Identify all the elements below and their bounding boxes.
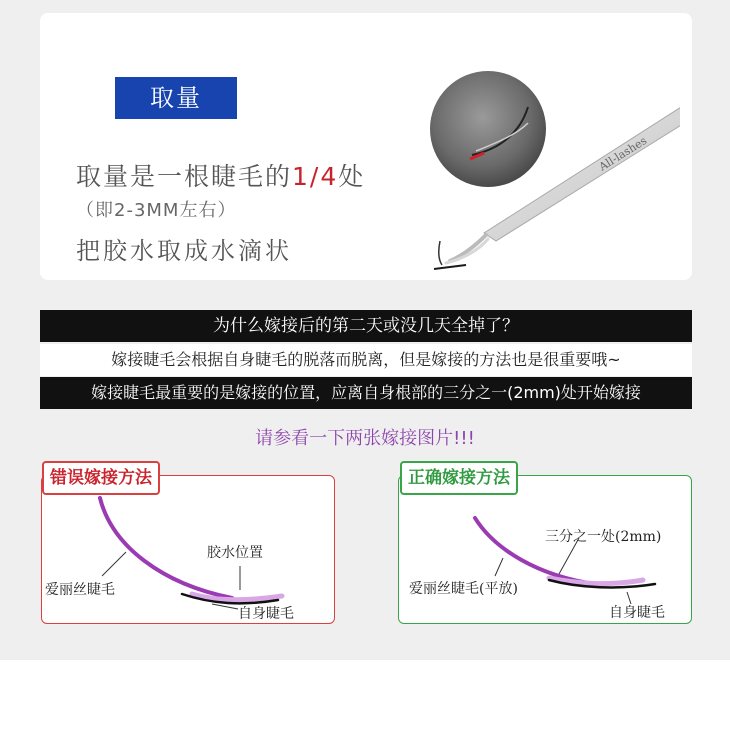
magnifier-icon	[430, 71, 546, 187]
right-lash-diagram	[399, 476, 691, 623]
wrong-lash-diagram	[42, 476, 334, 623]
glue-position-label: 胶水位置	[207, 545, 263, 561]
invite-text: 请参看一下两张嫁接图片!!!	[255, 428, 475, 449]
glue-amount-line	[76, 157, 365, 193]
glue-amount-card	[40, 13, 692, 280]
question-banner: 为什么嫁接后的第二天或没几天全掉了？	[40, 310, 692, 342]
wrong-method-box	[41, 475, 335, 624]
quarter-highlight: 1/4	[292, 162, 339, 191]
glue-amount-tag: 取量	[115, 77, 237, 119]
reason-line: 嫁接睫毛会根据自身睫毛的脱落而脱离，但是嫁接的方法也是很重要哦~	[40, 344, 692, 376]
natural-pointer	[212, 604, 238, 609]
tweezer-illustration	[380, 63, 680, 283]
natural-lash-label: 自身睫毛	[238, 606, 294, 622]
glue-amount-suffix: 处	[338, 162, 366, 191]
glue-amount-range: （即2-3MM左右）	[76, 200, 237, 221]
right-method-box	[398, 475, 692, 624]
glue-amount-text: 取量是一根睫毛的	[76, 162, 293, 191]
key-point-banner: 嫁接睫毛最重要的是嫁接的位置，应离自身根部的三分之一(2mm)处开始嫁接	[40, 377, 692, 409]
tweezer-brand-text: All-lashes	[596, 134, 650, 174]
extension-lash-label: 爱丽丝睫毛	[45, 582, 115, 598]
extension-pointer	[102, 552, 126, 576]
wrong-method-title: 错误嫁接方法	[42, 461, 160, 495]
extension-lash-label: 爱丽丝睫毛(平放)	[409, 581, 518, 597]
position-label: 三分之一处(2mm)	[545, 529, 662, 545]
glue-drop-instruction: 把胶水取成水滴状	[76, 237, 292, 265]
right-method-title: 正确嫁接方法	[400, 461, 518, 495]
natural-lash-label: 自身睫毛	[609, 605, 665, 621]
extension-pointer	[495, 558, 503, 576]
